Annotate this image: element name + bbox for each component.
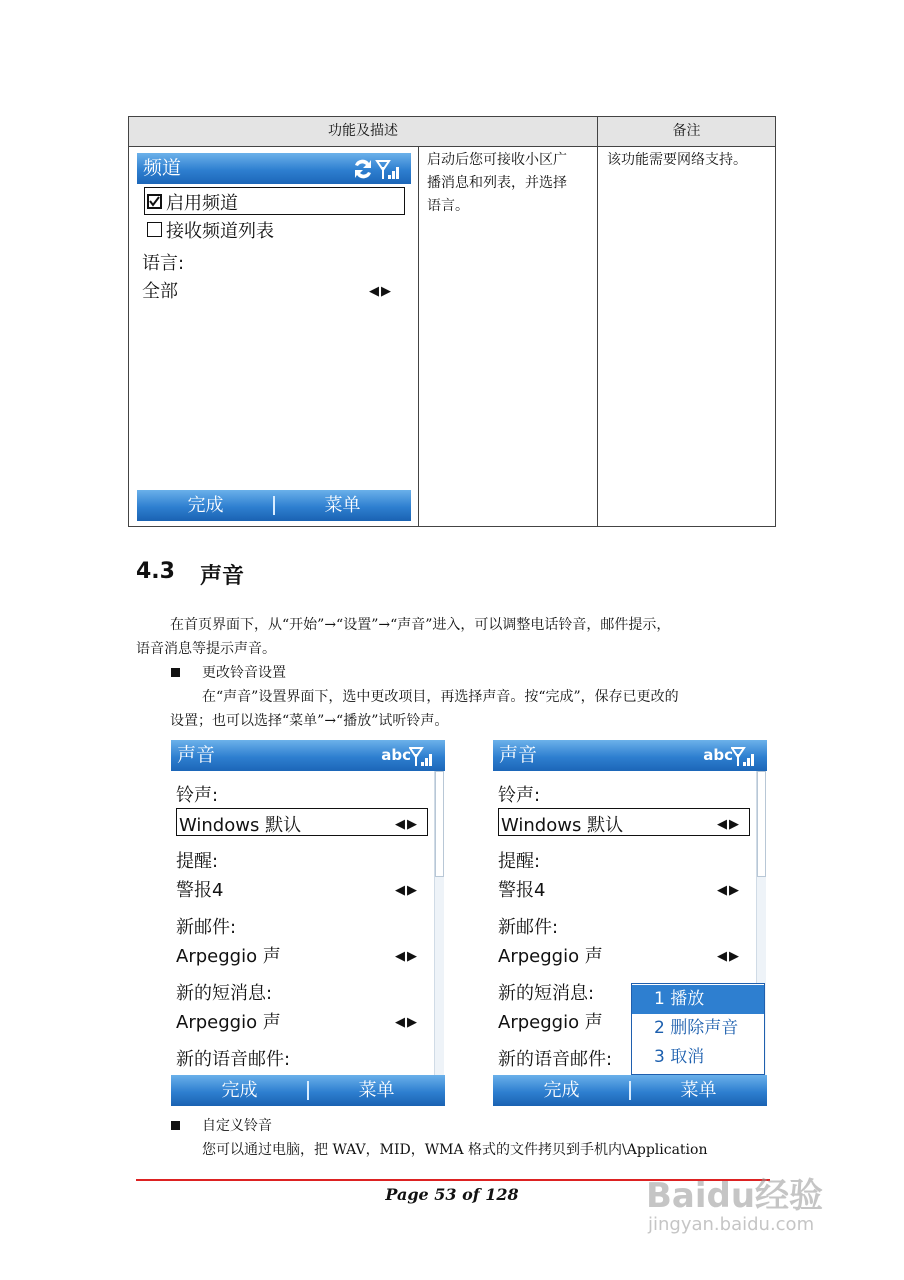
new-mail-arrows-icon[interactable]: ◀▶ bbox=[717, 949, 741, 964]
sound-title: 声音 bbox=[177, 744, 216, 766]
intro-line: 在首页界面下，从“开始”→“设置”→“声音”进入，可以调整电话铃音，邮件提示， bbox=[170, 617, 671, 633]
ringtone-label: 铃声: bbox=[176, 785, 219, 806]
section-title: 声音 bbox=[200, 564, 245, 589]
new-voicemail-label: 新的语音邮件: bbox=[498, 1049, 613, 1070]
feature-note: 该功能需要网络支持。 bbox=[607, 152, 747, 168]
reminder-value[interactable]: 警报4 bbox=[498, 880, 546, 901]
section-number: 4.3 bbox=[136, 559, 175, 584]
new-mail-label: 新邮件: bbox=[176, 917, 237, 938]
reminder-label: 提醒: bbox=[176, 851, 219, 872]
input-mode-indicator: abc bbox=[703, 746, 733, 764]
header-feature: 功能及描述 bbox=[129, 117, 598, 146]
context-menu bbox=[631, 983, 765, 1075]
checkmark-icon bbox=[149, 196, 160, 207]
receive-list-label: 接收频道列表 bbox=[166, 221, 274, 242]
watermark-brand: Baidu经验 bbox=[646, 1176, 824, 1216]
menu-item-delete-sound[interactable]: 2 删除声音 bbox=[654, 1018, 739, 1038]
bullet-title: 更改铃音设置 bbox=[202, 665, 286, 681]
ringtone-label: 铃声: bbox=[498, 785, 541, 806]
signal-icon bbox=[731, 744, 757, 768]
feature-description bbox=[427, 149, 567, 218]
description-line: 启动后您可接收小区广 bbox=[427, 152, 567, 168]
reminder-label: 提醒: bbox=[498, 851, 541, 872]
bullet-square-icon bbox=[171, 668, 180, 677]
new-mail-value[interactable]: Arpeggio 声 bbox=[498, 946, 603, 967]
channel-title-bar bbox=[137, 153, 411, 184]
new-sms-value[interactable]: Arpeggio 声 bbox=[498, 1012, 603, 1033]
menu-softkey[interactable]: 菜单 bbox=[324, 495, 361, 516]
bullet-square-icon bbox=[171, 1121, 180, 1130]
description-line: 播消息和列表，并选择 bbox=[427, 175, 567, 191]
menu-item-play[interactable]: 1 播放 bbox=[632, 985, 764, 1014]
watermark-url: jingyan.baidu.com bbox=[648, 1214, 815, 1235]
feature-table bbox=[128, 116, 776, 527]
menu-softkey[interactable]: 菜单 bbox=[680, 1080, 717, 1101]
header-note: 备注 bbox=[672, 123, 701, 139]
done-softkey[interactable]: 完成 bbox=[543, 1080, 580, 1101]
reminder-arrows-icon[interactable]: ◀▶ bbox=[717, 883, 741, 898]
sync-signal-icon bbox=[351, 157, 401, 181]
language-value[interactable]: 全部 bbox=[142, 281, 178, 302]
signal-icon bbox=[409, 744, 435, 768]
sound-soft-keys bbox=[493, 1075, 767, 1106]
done-softkey[interactable]: 完成 bbox=[187, 495, 224, 516]
scrollbar-thumb[interactable] bbox=[435, 771, 444, 877]
table-header bbox=[129, 117, 775, 147]
new-sms-value[interactable]: Arpeggio 声 bbox=[176, 1012, 281, 1033]
sound-title-bar bbox=[493, 740, 767, 771]
ringtone-arrows-icon[interactable]: ◀▶ bbox=[395, 817, 419, 832]
enable-channel-checkbox[interactable] bbox=[147, 194, 162, 209]
sound-title-bar bbox=[171, 740, 445, 771]
new-sms-label: 新的短消息: bbox=[176, 983, 273, 1004]
bullet-text-line: 在“声音”设置界面下，选中更改项目，再选择声音。按“完成”，保存已更改的 bbox=[202, 689, 679, 705]
enable-channel-label: 启用频道 bbox=[166, 193, 238, 214]
new-mail-value[interactable]: Arpeggio 声 bbox=[176, 946, 281, 967]
page-number: Page 53 of 128 bbox=[385, 1185, 519, 1204]
receive-list-checkbox[interactable] bbox=[147, 222, 162, 237]
sound-soft-keys bbox=[171, 1075, 445, 1106]
menu-softkey[interactable]: 菜单 bbox=[358, 1080, 395, 1101]
ringtone-value: Windows 默认 bbox=[501, 815, 624, 836]
bullet-text-line: 您可以通过电脑，把 WAV，MID，WMA 格式的文件拷贝到手机内\Application bbox=[202, 1142, 708, 1158]
language-arrows-icon[interactable]: ◀▶ bbox=[369, 284, 393, 299]
language-label: 语言: bbox=[142, 253, 185, 274]
bullet-text-line: 设置；也可以选择“菜单”→“播放”试听铃声。 bbox=[170, 713, 449, 729]
sound-screen-left bbox=[171, 740, 445, 1106]
menu-item-cancel[interactable]: 3 取消 bbox=[654, 1047, 705, 1067]
new-mail-arrows-icon[interactable]: ◀▶ bbox=[395, 949, 419, 964]
channel-title: 频道 bbox=[143, 157, 182, 179]
description-line: 语言。 bbox=[427, 198, 469, 214]
reminder-value[interactable]: 警报4 bbox=[176, 880, 224, 901]
channel-soft-keys bbox=[137, 490, 411, 521]
channel-screen bbox=[137, 153, 411, 521]
ringtone-value: Windows 默认 bbox=[179, 815, 302, 836]
sound-title: 声音 bbox=[499, 744, 538, 766]
sound-screen-right bbox=[493, 740, 767, 1106]
ringtone-arrows-icon[interactable]: ◀▶ bbox=[717, 817, 741, 832]
column-divider bbox=[597, 147, 598, 526]
bullet-title: 自定义铃音 bbox=[202, 1118, 272, 1134]
intro-line: 语音消息等提示声音。 bbox=[136, 641, 276, 657]
new-sms-arrows-icon[interactable]: ◀▶ bbox=[395, 1015, 419, 1030]
new-sms-label: 新的短消息: bbox=[498, 983, 595, 1004]
done-softkey[interactable]: 完成 bbox=[221, 1080, 258, 1101]
new-voicemail-label: 新的语音邮件: bbox=[176, 1049, 291, 1070]
scrollbar[interactable] bbox=[434, 771, 444, 1075]
input-mode-indicator: abc bbox=[381, 746, 411, 764]
scrollbar-thumb[interactable] bbox=[757, 771, 766, 877]
column-divider bbox=[418, 147, 419, 526]
reminder-arrows-icon[interactable]: ◀▶ bbox=[395, 883, 419, 898]
new-mail-label: 新邮件: bbox=[498, 917, 559, 938]
